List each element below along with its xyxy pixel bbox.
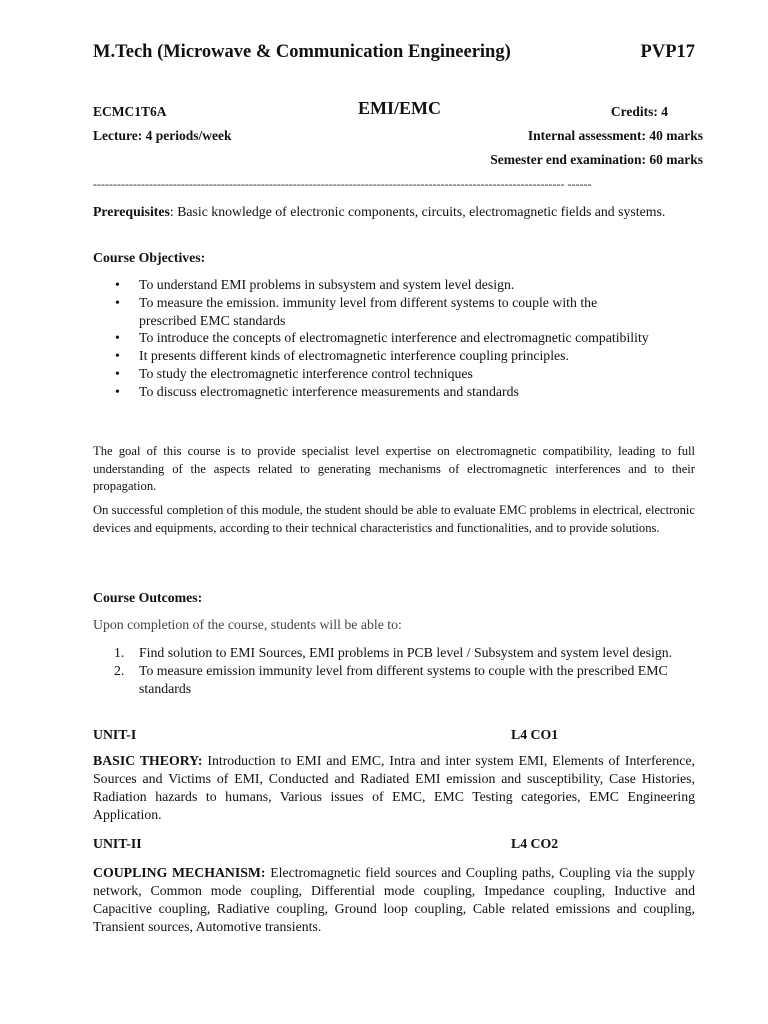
prerequisites-text: : Basic knowledge of electronic components, circuits, electromagnetic fields and systems. (169, 204, 666, 219)
list-item: 1. Find solution to EMI Sources, EMI problems in PCB level / Subsystem and system level design. (114, 645, 673, 660)
goal-paragraph: The goal of this course is to provide specialist level expertise on electromagnetic compatibility, leading to full understanding of the aspects related to generating mechanisms of electromagnetic interferences and to their propagation. (93, 444, 695, 493)
bullet-icon: • (115, 330, 120, 346)
course-credits: Credits: 4 (610, 104, 668, 119)
prerequisites-label: Prerequisites (93, 204, 170, 219)
unit-1-level: L4 CO1 (511, 727, 559, 742)
list-item: • To measure the emission. immunity level from different systems to couple with the prescribed EMC standards (115, 294, 598, 328)
regulation-code: PVP17 (640, 42, 695, 62)
bullet-icon: • (115, 294, 120, 310)
list-item: • To discuss electromagnetic interference measurements and standards (115, 383, 519, 399)
completion-paragraph: On successful completion of this module, the student should be able to evaluate EMC problems in electrical, electronic devices and equipments, according to their technical characteristics and functionalities, and to provide solutions. (93, 503, 695, 535)
bullet-icon: • (115, 348, 120, 364)
outcomes-list (93, 644, 693, 697)
bullet-icon: • (115, 383, 120, 399)
bullet-icon: • (115, 365, 120, 381)
semester-end-exam: Semester end examination: 60 marks (490, 152, 703, 167)
list-item: • It presents different kinds of electromagnetic interference coupling principles. (115, 348, 569, 364)
list-item: • To study the electromagnetic interference control techniques (115, 365, 473, 381)
list-item: • To introduce the concepts of electromagnetic interference and electromagnetic compatibility (115, 330, 649, 346)
prerequisites (93, 203, 695, 221)
lecture-hours: Lecture: 4 periods/week (93, 128, 232, 143)
document-page (93, 0, 703, 1024)
program-title: M.Tech (Microwave & Communication Engineering) (93, 42, 511, 62)
list-item: • To understand EMI problems in subsystem and system level design. (115, 277, 515, 292)
unit-1-content: BASIC THEORY: Introduction to EMI and EMC, Intra and inter system EMI, Elements of Interference, Sources and Victims of EMI, Conducted and Radiated EMI emission and susceptibility, Case Histories, Radiation hazards to humans, Various issues of EMC, EMC Testing categories, EMC Engineering Application. (93, 753, 695, 822)
unit-2-level: L4 CO2 (511, 836, 559, 851)
outcomes-intro: Upon completion of the course, students will be able to: (93, 617, 402, 632)
bullet-icon: • (115, 277, 120, 292)
outcomes-heading: Course Outcomes: (93, 590, 203, 605)
course-code: ECMC1T6A (93, 104, 167, 119)
objectives-list (93, 276, 653, 401)
internal-assessment: Internal assessment: 40 marks (527, 128, 703, 143)
objectives-heading: Course Objectives: (93, 250, 206, 265)
course-name: EMI/EMC (358, 98, 441, 118)
divider-line: ---------------------------------------------------------------------------------------------------------------------- ------ (93, 177, 592, 191)
list-item: 2. To measure emission immunity level from different systems to couple with the prescribed EMC standards (114, 662, 668, 696)
unit-1-title: UNIT-I (93, 727, 137, 742)
unit-2-title: UNIT-II (93, 836, 142, 851)
unit-2-content: COUPLING MECHANISM: Electromagnetic field sources and Coupling paths, Coupling via the supply network, Common mode coupling, Differential mode coupling, Impedance coupling, Inductive and Capacitive coupling, Radiative coupling, Ground loop coupling, Cable related emissions and coupling, Transient sources, Automotive transients. (93, 865, 695, 934)
